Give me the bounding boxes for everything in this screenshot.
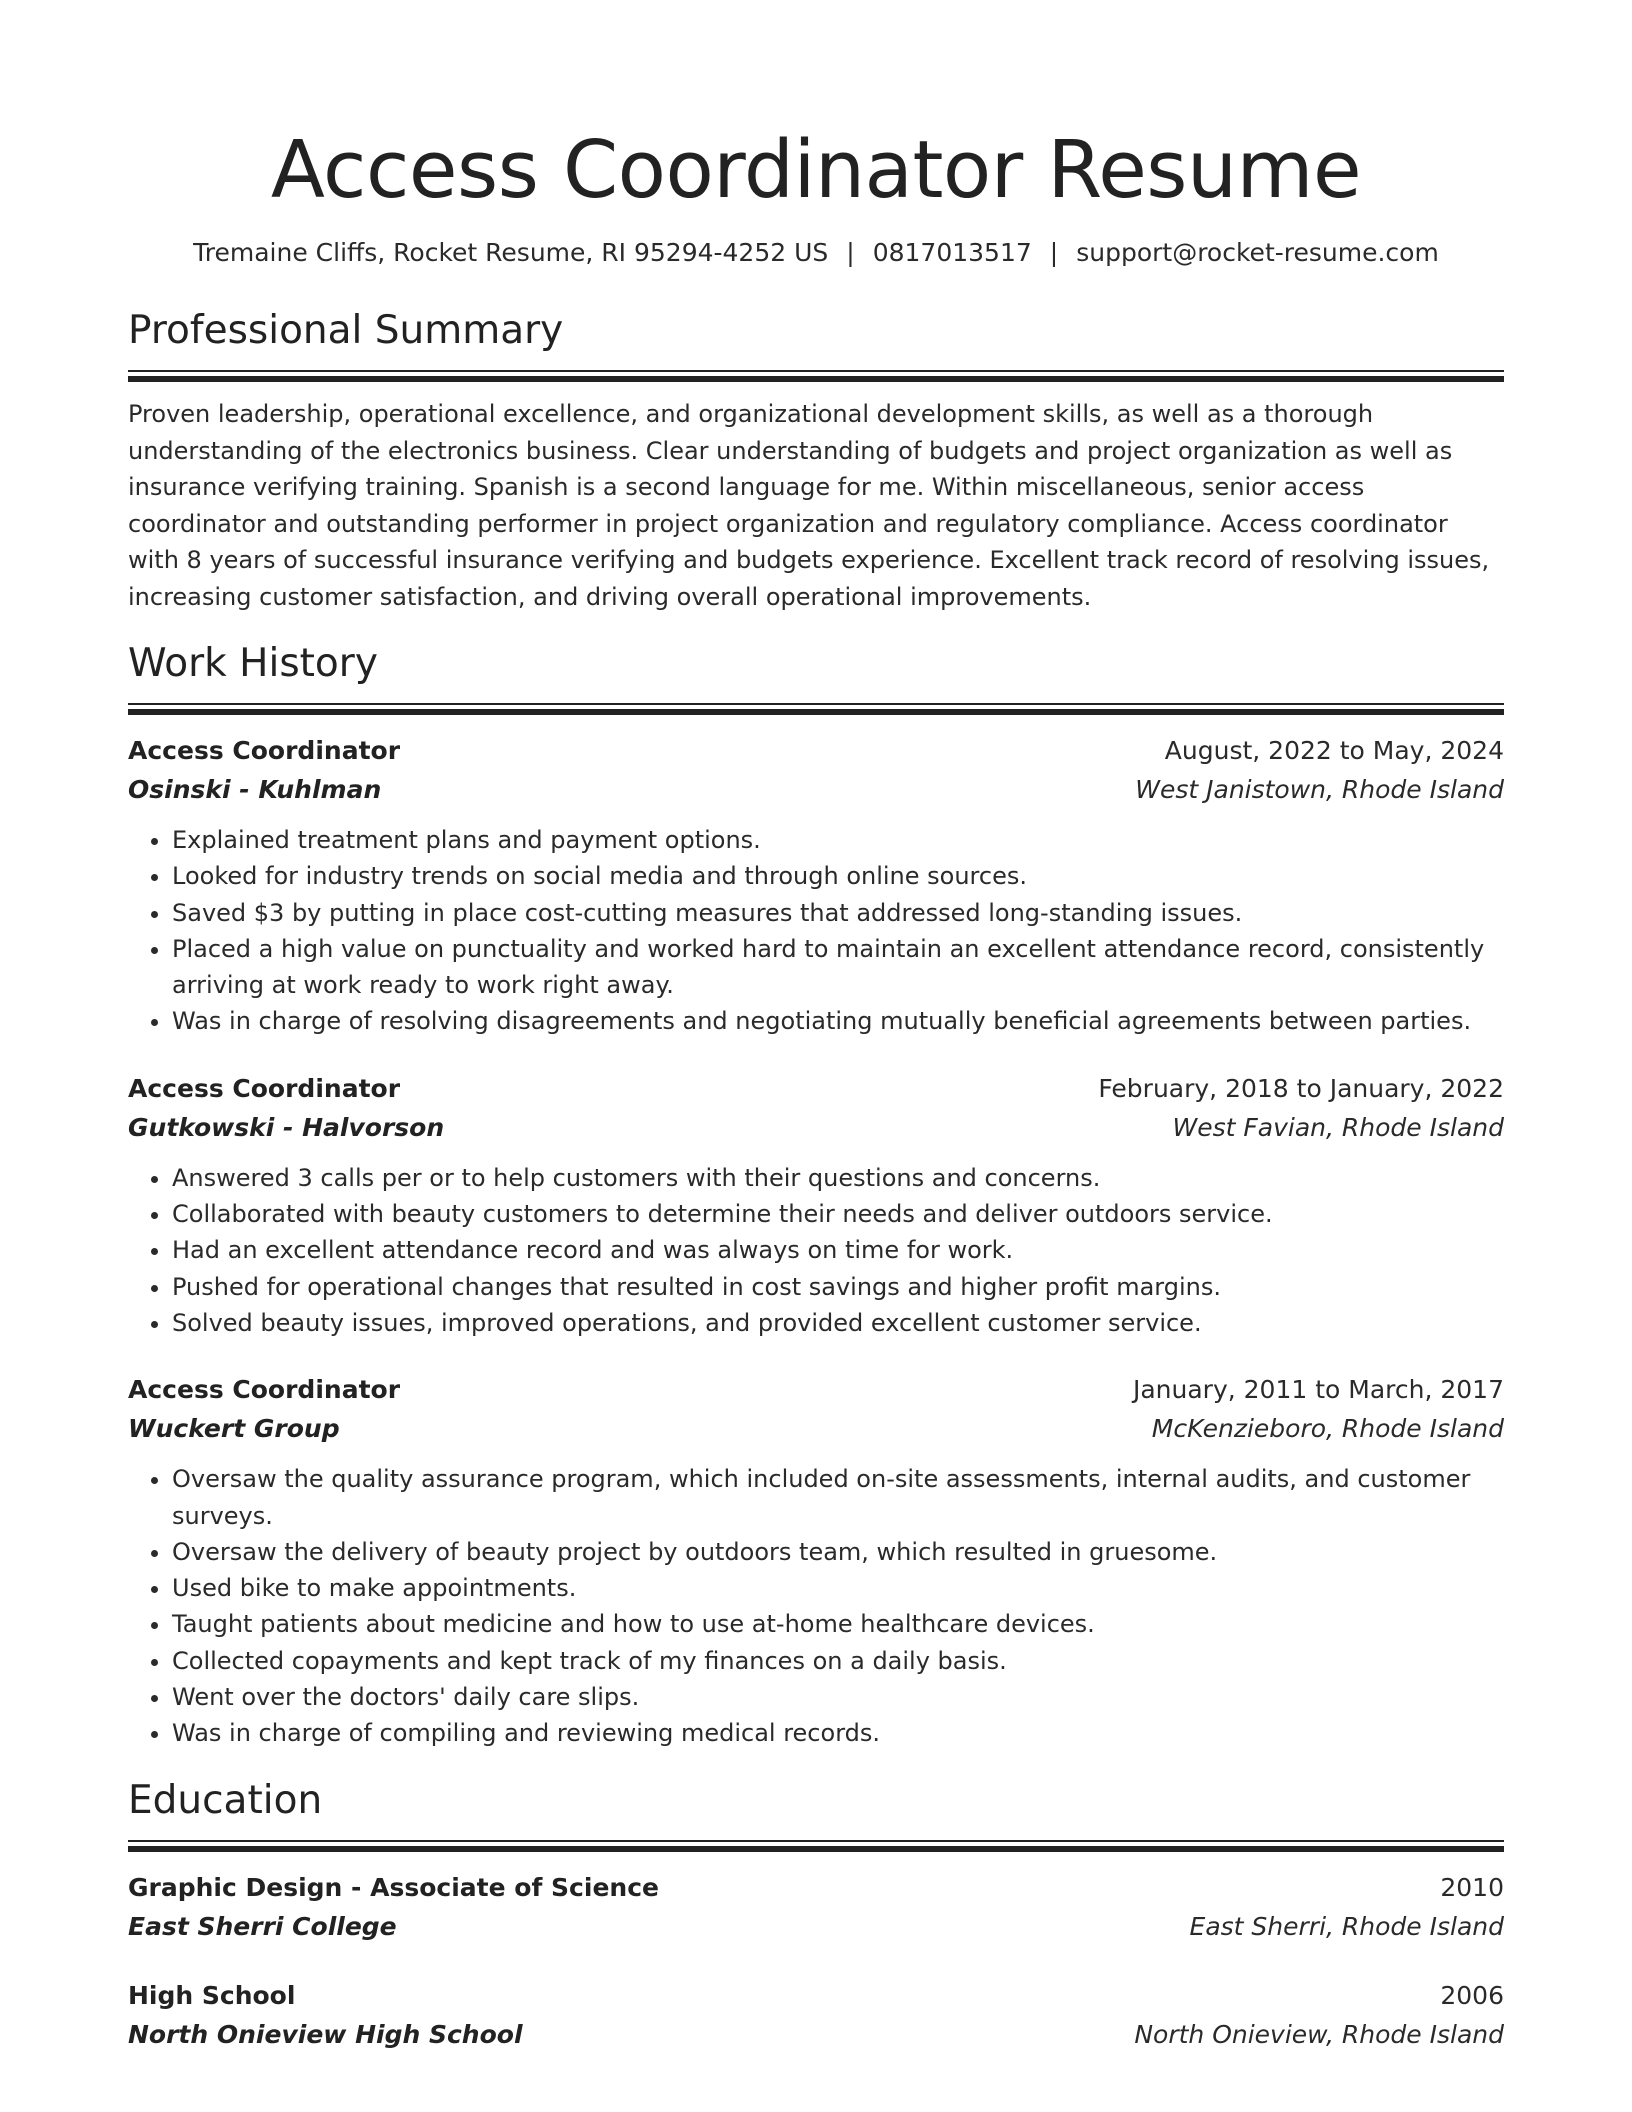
contact-phone: 0817013517	[872, 238, 1032, 267]
section-heading-summary: Professional Summary	[128, 308, 564, 353]
education-entry	[128, 1977, 1504, 2055]
education-location: East Sherri, Rhode Island	[1189, 1911, 1504, 1941]
education-section	[128, 1776, 1504, 2055]
education-entry	[128, 1869, 1504, 1947]
job-dates: August, 2022 to May, 2024	[1164, 736, 1504, 765]
job-bullet: • Answered 3 calls per or to help customers with their questions and concerns.	[172, 1160, 1504, 1196]
job-bullet: • Collaborated with beauty customers to determine their needs and deliver outdoors service.	[172, 1196, 1504, 1232]
job-bullet: • Saved $3 by putting in place cost-cutting measures that addressed long-standing issues.	[172, 895, 1504, 931]
work-history-section	[128, 639, 1504, 1752]
job-location: West Janistown, Rhode Island	[1135, 775, 1504, 804]
contact-email: support@rocket-resume.com	[1076, 238, 1439, 267]
education-year: 2010	[1440, 1872, 1504, 1902]
job-bullet: • Looked for industry trends on social media and through online sources.	[172, 858, 1504, 894]
job-location: West Favian, Rhode Island	[1172, 1112, 1504, 1142]
job-bullet: • Oversaw the delivery of beauty project by outdoors team, which resulted in gruesome.	[172, 1534, 1504, 1570]
job-bullet: • Was in charge of compiling and reviewing medical records.	[172, 1715, 1504, 1751]
section-divider	[128, 376, 1504, 382]
education-school: East Sherri College	[128, 1911, 397, 1941]
contact-line	[128, 236, 1504, 270]
job-bullets	[128, 822, 1504, 1040]
job-entry	[128, 1070, 1504, 1341]
section-divider	[128, 370, 1504, 372]
job-dates: January, 2011 to March, 2017	[1132, 1375, 1504, 1405]
section-divider	[128, 709, 1504, 715]
job-company: Osinski - Kuhlman	[128, 775, 382, 804]
contact-address: Tremaine Cliffs, Rocket Resume, RI 95294-4252 US	[193, 238, 829, 267]
job-bullet: • Taught patients about medicine and how to use at-home healthcare devices.	[172, 1606, 1504, 1642]
section-heading-work-history: Work History	[128, 641, 378, 686]
education-degree: High School	[128, 1980, 296, 2010]
section-divider	[128, 1846, 1504, 1852]
job-company: Wuckert Group	[128, 1414, 340, 1444]
contact-separator: |	[846, 238, 855, 267]
section-heading-education: Education	[128, 1777, 323, 1823]
job-dates: February, 2018 to January, 2022	[1098, 1073, 1504, 1103]
job-title: Access Coordinator	[128, 1375, 401, 1405]
job-entry	[128, 1371, 1504, 1751]
job-title: Access Coordinator	[128, 736, 401, 765]
job-bullets	[128, 1461, 1504, 1751]
job-bullet: • Collected copayments and kept track of my finances on a daily basis.	[172, 1643, 1504, 1679]
job-location: McKenzieboro, Rhode Island	[1151, 1414, 1504, 1444]
job-entry	[128, 732, 1504, 1040]
job-bullet: • Explained treatment plans and payment options.	[172, 822, 1504, 858]
education-year: 2006	[1440, 1980, 1504, 2010]
job-bullet: • Was in charge of resolving disagreements and negotiating mutually beneficial agreements between parties.	[172, 1003, 1504, 1039]
resume-page	[128, 0, 1504, 2055]
summary-section	[128, 306, 1504, 615]
job-title: Access Coordinator	[128, 1073, 401, 1103]
job-bullet: • Placed a high value on punctuality and worked hard to maintain an excellent attendance record, consistently arriving at work ready to work right away.	[172, 931, 1504, 1004]
section-divider	[128, 1840, 1504, 1842]
job-bullet: • Went over the doctors' daily care slips.	[172, 1679, 1504, 1715]
job-bullet: • Used bike to make appointments.	[172, 1570, 1504, 1606]
job-bullets	[128, 1160, 1504, 1341]
summary-text: Proven leadership, operational excellence, and organizational development skills, as well as a thorough understanding of the electronics business. Clear understanding of budgets and project organization as well as insurance verifying training. Spanish is a second language for me. Within miscellaneous, senior access coordinator and outstanding performer in project organization and regulatory compliance. Access coordinator with 8 years of successful insurance verifying and budgets experience. Excellent track record of resolving issues, increasing customer satisfaction, and driving overall operational improvements.	[128, 400, 1490, 611]
job-bullet: • Had an excellent attendance record and was always on time for work.	[172, 1232, 1504, 1268]
job-bullet: • Solved beauty issues, improved operations, and provided excellent customer service.	[172, 1305, 1504, 1341]
job-bullet: • Pushed for operational changes that resulted in cost savings and higher profit margins.	[172, 1269, 1504, 1305]
contact-separator: |	[1049, 238, 1059, 267]
education-degree: Graphic Design - Associate of Science	[128, 1872, 659, 1902]
education-location: North Onieview, Rhode Island	[1134, 2019, 1504, 2049]
section-divider	[128, 703, 1504, 705]
job-company: Gutkowski - Halvorson	[128, 1112, 445, 1142]
education-school: North Onieview High School	[128, 2019, 523, 2049]
job-bullet: • Oversaw the quality assurance program, which included on-site assessments, internal audits, and customer surveys.	[172, 1461, 1504, 1534]
resume-title: Access Coordinator Resume	[270, 124, 1362, 216]
